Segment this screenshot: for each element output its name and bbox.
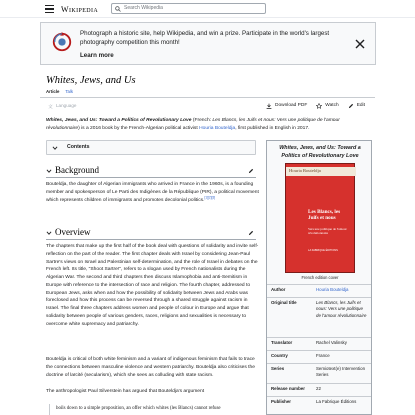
tabs-divider xyxy=(40,97,375,98)
section-divider xyxy=(46,177,256,178)
contents-toggle[interactable] xyxy=(46,140,256,155)
blockquote-bar xyxy=(49,404,50,415)
infobox-value: Rachel Valinsky xyxy=(316,340,347,345)
infobox-value[interactable]: Houria Bouteldja xyxy=(316,287,349,292)
section-title: Overview xyxy=(55,227,91,237)
infobox-key: Release number xyxy=(271,386,305,391)
lead-text: (French: xyxy=(191,118,213,123)
section-heading-background[interactable] xyxy=(46,164,256,177)
blockquote: boils down to a simple proposition, an offer which whites (les Blancs) cannot refuse xyxy=(56,406,221,411)
svg-text:文: 文 xyxy=(48,105,53,110)
section-heading-overview[interactable] xyxy=(46,226,256,239)
edit-label: Edit xyxy=(356,103,365,108)
infobox-divider xyxy=(267,337,371,338)
page-actions xyxy=(266,103,365,110)
author-link[interactable]: Houria Bouteldja xyxy=(199,125,236,131)
tab-article[interactable]: Article xyxy=(46,89,59,98)
infobox-key: Translator xyxy=(271,340,293,345)
star-icon xyxy=(316,103,322,109)
infobox-title: Whites, Jews, and Us: Toward a Politics of Revolutionary Love xyxy=(279,145,361,159)
infobox-row-translator xyxy=(271,340,369,346)
download-pdf-label: Download PDF xyxy=(275,103,308,108)
section-title: Background xyxy=(55,165,99,175)
chevron-down-icon xyxy=(46,230,52,236)
infobox-row-release-number xyxy=(271,386,369,392)
infobox-divider xyxy=(267,284,371,285)
infobox-row-original-title xyxy=(271,300,369,319)
page-title: Whites, Jews, and Us xyxy=(46,75,136,86)
infobox-row-author xyxy=(271,287,369,293)
infobox-value: France xyxy=(316,353,330,358)
wikipedia-wordmark[interactable]: Wikipedia xyxy=(61,5,99,14)
menu-icon[interactable] xyxy=(45,5,54,13)
chevron-down-icon xyxy=(52,145,58,151)
infobox-key: Author xyxy=(271,287,286,292)
top-bar xyxy=(0,0,415,18)
cover-title: Les Blancs, les Juifs et nous xyxy=(308,209,341,221)
infobox-value: 22 xyxy=(316,386,321,391)
book-cover-image[interactable] xyxy=(285,163,355,273)
learn-more-link[interactable]: Learn more xyxy=(80,52,114,59)
cover-subtitle: Vers une politique de l'amour révolutionnaire xyxy=(308,227,347,235)
infobox-divider xyxy=(267,363,371,364)
infobox-row-series xyxy=(271,366,369,379)
search-icon xyxy=(115,6,121,12)
language-icon xyxy=(48,103,54,109)
infobox-key: Original title xyxy=(271,300,297,305)
pencil-icon[interactable] xyxy=(248,168,254,174)
infobox-divider xyxy=(267,297,371,298)
overview-paragraph-1: The chapters that make up the first half of the book deal with questions of solidarity and invite self-reflection on the part of the reader. The first chapter deals with Israel by considering Jean-Paul Sartre's views on Israel and Palestinian self-determination, and the role of Israel in debates on the French left. Its title, "Shoot Sartre!", refers to a slogan used by French nationalists during the Algerian War. The second and third chapters then discuss Islamophobia and anti-Semitism in Europe with reference to the intersection of race and religion. The fourth chapter, addressed to European Jews, asks when and how the possibility of solidarity between Jews and Arabs was foreclosed and how this process can be reversed through a shared struggle against racism in Israel. The final three chapters address women and people of colour in Europe and argue that solidarity between people of various genders, races, religions and sexualities is necessary to overcome white supremacy and patriarchy. xyxy=(46,244,259,327)
lead-french-title: Les Blancs, les Juifs et nous: Vers une politique de l'amour révolutionnaire xyxy=(46,118,340,131)
watch-label: Watch xyxy=(325,103,339,108)
reference-link[interactable]: [1][2][3] xyxy=(204,194,216,199)
infobox-key: Series xyxy=(271,366,285,371)
background-paragraph xyxy=(46,181,259,204)
infobox-divider xyxy=(267,396,371,397)
infobox-divider xyxy=(267,383,371,384)
edit-button[interactable] xyxy=(348,103,365,110)
section-divider xyxy=(46,239,256,240)
download-icon xyxy=(266,103,272,109)
overview-paragraph-2: Bouteldja is critical of both white feminism and a variant of indigenous feminism that fails to trace the connections between masculine violence and western patriarchy. Bouteldja also criticises the doctrine of laïcité (secularism), which she sees as colluding with state racism. xyxy=(46,357,255,378)
banner-message: Photograph a historic site, help Wikipedia, and win a prize. Participate in the world's largest photography competition this month! xyxy=(80,30,330,46)
infobox-row-publisher xyxy=(271,399,369,405)
contents-label: Contents xyxy=(67,143,90,150)
cover-caption: French edition cover xyxy=(301,275,339,280)
infobox-row-country xyxy=(271,353,369,359)
cover-author: Houria Bouteldja xyxy=(289,168,321,173)
language-button[interactable] xyxy=(48,103,76,110)
commons-logo-icon xyxy=(51,31,73,53)
infobox-key: Country xyxy=(271,353,288,358)
pencil-icon[interactable] xyxy=(248,230,254,236)
infobox-value: Les Blancs, les Juifs et nous: Vers une politique de l'amour révolutionnaire xyxy=(316,300,367,318)
lead-text: , first published in English in 2017. xyxy=(235,125,310,131)
pencil-icon xyxy=(348,103,354,109)
infobox-value: Semiotext(e) Intervention Series xyxy=(316,366,366,378)
campaign-banner xyxy=(40,22,376,65)
paragraph-text: Bouteldja, the daughter of Algerian immigrants who arrived in France in the 1960s, is a founding member and spokesperson of Le Parti des Indigènes de la République (PIR), a political movement which represents children of immigrants and promotes decolonial politics. xyxy=(46,182,259,203)
overview-paragraph-3: The anthropologist Paul Silverstein has argued that Bouteldja's argument xyxy=(46,389,205,394)
search-placeholder: Search Wikipedia xyxy=(124,4,163,11)
lead-text: ) is a 2016 book by the French-Algerian political activist xyxy=(78,125,200,131)
infobox xyxy=(266,140,372,415)
close-icon[interactable] xyxy=(355,39,365,49)
infobox-value: La Fabrique Éditions xyxy=(316,399,357,404)
watch-button[interactable] xyxy=(316,103,338,110)
lead-paragraph xyxy=(46,117,372,132)
cover-publisher: LA FABRIQUE ÉDITIONS xyxy=(308,249,338,252)
lead-title: Whites, Jews, and Us: Toward a Politics of Revolutionary Love xyxy=(46,118,192,123)
infobox-key: Publisher xyxy=(271,399,292,404)
infobox-divider xyxy=(267,350,371,351)
language-label: Language xyxy=(56,103,77,108)
tab-talk[interactable]: Talk xyxy=(65,89,74,94)
chevron-down-icon xyxy=(46,168,52,174)
search-input[interactable] xyxy=(111,3,266,14)
download-pdf-button[interactable] xyxy=(266,103,307,110)
